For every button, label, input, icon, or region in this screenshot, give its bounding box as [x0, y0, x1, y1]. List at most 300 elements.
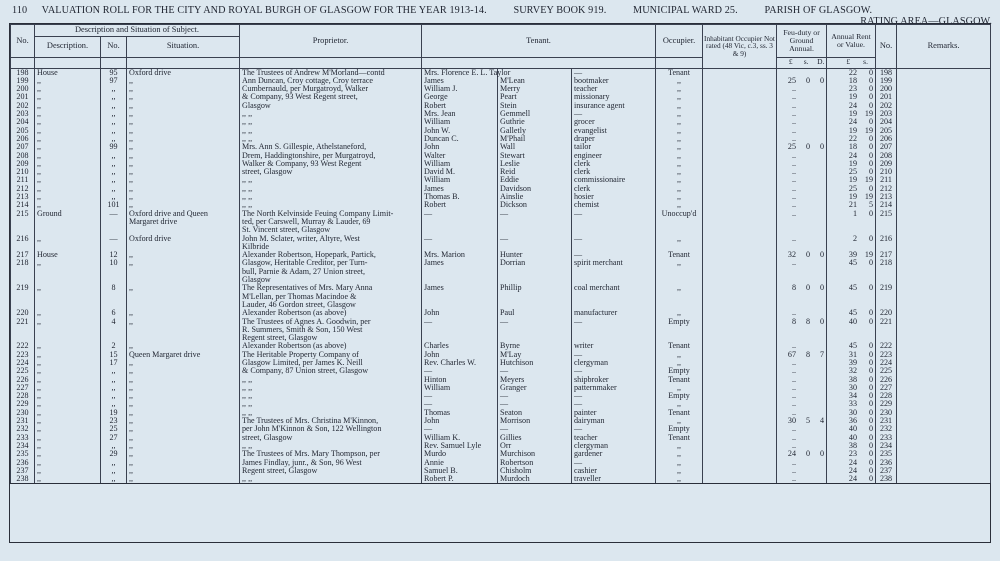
row-inhabitant — [703, 326, 777, 334]
row-tenant-occupation: chemist — [572, 201, 656, 209]
row-inhabitant — [703, 359, 777, 367]
row-proprietor: Ann Duncan, Croy cottage, Croy terrace — [240, 77, 422, 85]
row-feuduty: .. — [777, 110, 827, 118]
row-tenant-forename: — — [422, 392, 498, 400]
row-description — [35, 301, 101, 309]
row-feuduty: .. — [777, 392, 827, 400]
row-tenant-surname: Phillip — [498, 284, 572, 292]
row-feuduty: .. — [777, 367, 827, 375]
row-house-number: ,, — [101, 459, 127, 467]
row-proprietor: & Company, 93 West Regent street, — [240, 93, 422, 101]
row-remarks — [897, 309, 991, 317]
row-situation: ,, — [127, 93, 240, 101]
row-remarks — [897, 251, 991, 259]
row-occupier: ,, — [656, 193, 703, 201]
row-proprietor: per John M'Kinnon & Son, 122 Wellington — [240, 425, 422, 433]
row-house-number: — — [101, 210, 127, 218]
row-annual-value: 22 0 — [827, 135, 876, 143]
row-remarks — [897, 293, 991, 301]
row-remarks — [897, 409, 991, 417]
row-tenant-occupation: — — [572, 459, 656, 467]
row-description: House — [35, 251, 101, 259]
row-proprietor: The Trustees of Mrs. Mary Thompson, per — [240, 450, 422, 458]
row-no: 216 — [11, 235, 35, 243]
row-annual-value: 40 0 — [827, 318, 876, 326]
row-remarks — [897, 376, 991, 384]
row-proprietor: The Trustees of Andrew M'Morland—contd — [240, 68, 422, 77]
row-tenant-surname: Peart — [498, 93, 572, 101]
row-no-right: 205 — [876, 127, 897, 135]
row-tenant-surname — [498, 293, 572, 301]
row-annual-value: 25 0 — [827, 185, 876, 193]
row-annual-value — [827, 218, 876, 226]
row-situation: ,, — [127, 110, 240, 118]
row-proprietor: Kilbride — [240, 243, 422, 251]
row-tenant-forename: James — [422, 77, 498, 85]
row-tenant-surname: Leslie — [498, 160, 572, 168]
table-row — [11, 218, 991, 226]
row-tenant-surname: — — [498, 400, 572, 408]
row-annual-value: 21 5 — [827, 201, 876, 209]
row-inhabitant — [703, 135, 777, 143]
row-situation: ,, — [127, 152, 240, 160]
row-proprietor: Lauder, 46 Gordon street, Glasgow — [240, 301, 422, 309]
parish: PARISH OF GLASGOW. — [764, 5, 873, 16]
row-tenant-occupation: gardener — [572, 450, 656, 458]
row-no: 210 — [11, 168, 35, 176]
row-tenant-occupation: coal merchant — [572, 284, 656, 292]
row-occupier: ,, — [656, 467, 703, 475]
row-remarks — [897, 102, 991, 110]
row-proprietor: St. Vincent street, Glasgow — [240, 226, 422, 234]
row-proprietor: Cumbernauld, per Murgatroyd, Walker — [240, 85, 422, 93]
row-inhabitant — [703, 110, 777, 118]
row-annual-value: 24 0 — [827, 102, 876, 110]
row-situation: ,, — [127, 176, 240, 184]
row-no-right: 216 — [876, 235, 897, 243]
row-proprietor: street, Glasgow — [240, 168, 422, 176]
row-tenant-occupation: — — [572, 400, 656, 408]
row-proprietor: The Trustees of Mrs. Christina M'Kinnon, — [240, 417, 422, 425]
row-inhabitant — [703, 284, 777, 292]
row-occupier: ,, — [656, 235, 703, 243]
row-occupier: ,, — [656, 127, 703, 135]
municipal-ward: MUNICIPAL WARD 25. — [633, 5, 738, 16]
row-remarks — [897, 118, 991, 126]
row-situation: ,, — [127, 135, 240, 143]
row-tenant-forename: William — [422, 160, 498, 168]
row-description: ,, — [35, 342, 101, 350]
row-tenant-surname: — — [498, 318, 572, 326]
row-no: 212 — [11, 185, 35, 193]
row-tenant-surname: — — [498, 392, 572, 400]
row-house-number: ,, — [101, 118, 127, 126]
row-annual-value: 19 19 — [827, 176, 876, 184]
row-tenant-forename: — — [422, 318, 498, 326]
row-house-number: ,, — [101, 400, 127, 408]
row-no-right — [876, 293, 897, 301]
row-proprietor: ,, ,, — [240, 400, 422, 408]
row-tenant-forename: James — [422, 185, 498, 193]
row-proprietor: Glasgow Limited, per James K. Neill — [240, 359, 422, 367]
row-tenant-forename — [422, 268, 498, 276]
row-description: ,, — [35, 168, 101, 176]
row-tenant-forename: Rev. Charles W. — [422, 359, 498, 367]
row-annual-value: 19 19 — [827, 193, 876, 201]
row-no: 229 — [11, 400, 35, 408]
row-inhabitant — [703, 160, 777, 168]
row-situation: ,, — [127, 309, 240, 317]
row-feuduty: .. — [777, 400, 827, 408]
row-no-right: 217 — [876, 251, 897, 259]
row-no-right: 226 — [876, 376, 897, 384]
row-house-number: 101 — [101, 201, 127, 209]
row-feuduty: .. — [777, 434, 827, 442]
row-remarks — [897, 459, 991, 467]
row-feuduty: .. — [777, 135, 827, 143]
row-tenant-occupation — [572, 268, 656, 276]
row-no: 227 — [11, 384, 35, 392]
row-no-right — [876, 218, 897, 226]
row-proprietor: The North Kelvinside Feuing Company Limit- — [240, 210, 422, 218]
row-description — [35, 218, 101, 226]
row-remarks — [897, 135, 991, 143]
row-inhabitant — [703, 102, 777, 110]
annual-units: £ s. — [827, 57, 876, 68]
row-no: 224 — [11, 359, 35, 367]
row-no-right: 224 — [876, 359, 897, 367]
row-inhabitant — [703, 309, 777, 317]
row-tenant-forename: Mrs. Florence E. L. Taylor — [422, 68, 498, 77]
row-proprietor: Glasgow — [240, 276, 422, 284]
row-house-number: ,, — [101, 193, 127, 201]
row-inhabitant — [703, 475, 777, 484]
row-remarks — [897, 284, 991, 292]
row-tenant-surname: Eddie — [498, 176, 572, 184]
row-house-number: ,, — [101, 475, 127, 484]
row-situation: Oxford drive — [127, 68, 240, 77]
row-remarks — [897, 400, 991, 408]
row-situation: ,, — [127, 450, 240, 458]
row-tenant-occupation: patternmaker — [572, 384, 656, 392]
row-situation: ,, — [127, 467, 240, 475]
row-remarks — [897, 367, 991, 375]
row-tenant-forename: Samuel B. — [422, 467, 498, 475]
row-situation — [127, 301, 240, 309]
row-situation: ,, — [127, 475, 240, 484]
row-annual-value: 38 0 — [827, 442, 876, 450]
row-tenant-forename: Annie — [422, 459, 498, 467]
row-occupier: ,, — [656, 201, 703, 209]
row-tenant-occupation: draper — [572, 135, 656, 143]
row-remarks — [897, 226, 991, 234]
row-inhabitant — [703, 450, 777, 458]
row-remarks — [897, 434, 991, 442]
row-house-number — [101, 326, 127, 334]
row-no: 238 — [11, 475, 35, 484]
row-feuduty: 30 5 4 — [777, 417, 827, 425]
row-no-right: 213 — [876, 193, 897, 201]
row-tenant-surname — [498, 268, 572, 276]
row-tenant-surname: Seaton — [498, 409, 572, 417]
row-situation — [127, 334, 240, 342]
row-annual-value: 40 0 — [827, 425, 876, 433]
row-description: ,, — [35, 93, 101, 101]
row-inhabitant — [703, 417, 777, 425]
row-proprietor: ,, ,, — [240, 384, 422, 392]
row-house-number: ,, — [101, 384, 127, 392]
row-proprietor: The Representatives of Mrs. Mary Anna — [240, 284, 422, 292]
row-house-number: ,, — [101, 442, 127, 450]
row-tenant-surname: Stewart — [498, 152, 572, 160]
row-house-number: ,, — [101, 110, 127, 118]
row-annual-value: 39 0 — [827, 359, 876, 367]
row-situation: Oxford drive and Queen — [127, 210, 240, 218]
row-inhabitant — [703, 185, 777, 193]
row-proprietor: ,, ,, — [240, 135, 422, 143]
row-inhabitant — [703, 293, 777, 301]
row-remarks — [897, 425, 991, 433]
row-inhabitant — [703, 77, 777, 85]
row-occupier: ,, — [656, 359, 703, 367]
row-no-right: 215 — [876, 210, 897, 218]
row-situation: ,, — [127, 85, 240, 93]
row-tenant-surname: M'Lay — [498, 351, 572, 359]
row-description: ,, — [35, 259, 101, 267]
row-annual-value: 19 19 — [827, 110, 876, 118]
row-tenant-surname: Davidson — [498, 185, 572, 193]
row-proprietor: ,, ,, — [240, 392, 422, 400]
row-tenant-surname: Robertson — [498, 459, 572, 467]
row-tenant-occupation: writer — [572, 342, 656, 350]
row-proprietor: James Findlay, junr., & Son, 96 West — [240, 459, 422, 467]
row-tenant-forename: William — [422, 176, 498, 184]
row-remarks — [897, 160, 991, 168]
row-tenant-occupation: manufacturer — [572, 309, 656, 317]
row-no-right: 218 — [876, 259, 897, 267]
row-tenant-occupation: — — [572, 367, 656, 375]
row-tenant-surname: Reid — [498, 168, 572, 176]
row-inhabitant — [703, 425, 777, 433]
row-description — [35, 226, 101, 234]
row-proprietor: & Company, 87 Union street, Glasgow — [240, 367, 422, 375]
row-tenant-surname: Merry — [498, 85, 572, 93]
row-feuduty: .. — [777, 118, 827, 126]
row-tenant-surname: Wall — [498, 143, 572, 151]
row-tenant-occupation: dairyman — [572, 417, 656, 425]
row-inhabitant — [703, 276, 777, 284]
row-description — [35, 268, 101, 276]
row-no — [11, 268, 35, 276]
col-proprietor: Proprietor. — [240, 25, 422, 58]
row-description: ,, — [35, 284, 101, 292]
row-description: ,, — [35, 318, 101, 326]
row-annual-value: 30 0 — [827, 384, 876, 392]
row-remarks — [897, 392, 991, 400]
col-number: No. — [101, 36, 127, 57]
row-feuduty — [777, 293, 827, 301]
row-inhabitant — [703, 218, 777, 226]
row-remarks — [897, 127, 991, 135]
row-tenant-surname: Morrison — [498, 417, 572, 425]
row-inhabitant — [703, 259, 777, 267]
row-proprietor: Alexander Robertson (as above) — [240, 342, 422, 350]
row-inhabitant — [703, 243, 777, 251]
row-no-right: 212 — [876, 185, 897, 193]
row-house-number: 27 — [101, 434, 127, 442]
row-occupier: ,, — [656, 284, 703, 292]
row-tenant-forename: Walter — [422, 152, 498, 160]
row-house-number: 2 — [101, 342, 127, 350]
row-description: Ground — [35, 210, 101, 218]
row-remarks — [897, 318, 991, 326]
row-feuduty: .. — [777, 93, 827, 101]
row-feuduty: .. — [777, 85, 827, 93]
row-proprietor: ted, per Carswell, Murray & Lauder, 69 — [240, 218, 422, 226]
row-inhabitant — [703, 152, 777, 160]
row-no-right: 206 — [876, 135, 897, 143]
row-no-right: 204 — [876, 118, 897, 126]
row-remarks — [897, 334, 991, 342]
row-situation: Margaret drive — [127, 218, 240, 226]
row-occupier: Tenant — [656, 342, 703, 350]
col-no: No. — [11, 25, 35, 58]
row-tenant-surname: Paul — [498, 309, 572, 317]
row-no: 202 — [11, 102, 35, 110]
row-no-right: 219 — [876, 284, 897, 292]
row-annual-value: 19 19 — [827, 127, 876, 135]
row-remarks — [897, 176, 991, 184]
row-tenant-occupation: — — [572, 110, 656, 118]
table-row — [11, 318, 991, 326]
row-situation: ,, — [127, 376, 240, 384]
row-description: ,, — [35, 434, 101, 442]
row-description: ,, — [35, 143, 101, 151]
row-no: 208 — [11, 152, 35, 160]
row-no-right: 235 — [876, 450, 897, 458]
row-feuduty — [777, 268, 827, 276]
row-house-number — [101, 293, 127, 301]
table-row — [11, 475, 991, 484]
row-occupier: Empty — [656, 367, 703, 375]
row-house-number: ,, — [101, 160, 127, 168]
row-house-number: 99 — [101, 143, 127, 151]
row-feuduty: .. — [777, 210, 827, 218]
row-house-number: ,, — [101, 367, 127, 375]
row-tenant-occupation: hosier — [572, 193, 656, 201]
row-inhabitant — [703, 367, 777, 375]
row-house-number: ,, — [101, 85, 127, 93]
row-no: 201 — [11, 93, 35, 101]
row-situation: ,, — [127, 417, 240, 425]
row-proprietor: ,, ,, — [240, 475, 422, 484]
row-occupier: Tenant — [656, 251, 703, 259]
row-no: 222 — [11, 342, 35, 350]
row-tenant-occupation: — — [572, 392, 656, 400]
row-house-number: ,, — [101, 135, 127, 143]
row-description: ,, — [35, 152, 101, 160]
row-tenant-forename: William — [422, 118, 498, 126]
row-no: 235 — [11, 450, 35, 458]
row-feuduty — [777, 218, 827, 226]
row-tenant-occupation: — — [572, 425, 656, 433]
row-no: 231 — [11, 417, 35, 425]
row-tenant-forename: Thomas B. — [422, 193, 498, 201]
row-tenant-occupation — [572, 218, 656, 226]
row-no-right: 228 — [876, 392, 897, 400]
page-number: 110 — [12, 5, 28, 16]
row-tenant-occupation: traveller — [572, 475, 656, 484]
row-house-number: 8 — [101, 284, 127, 292]
row-situation: ,, — [127, 367, 240, 375]
row-no: 214 — [11, 201, 35, 209]
row-description: ,, — [35, 110, 101, 118]
row-proprietor: Alexander Robertson, Hopepark, Partick, — [240, 251, 422, 259]
row-occupier: ,, — [656, 185, 703, 193]
row-tenant-occupation: insurance agent — [572, 102, 656, 110]
row-tenant-forename: Murdo — [422, 450, 498, 458]
row-occupier: ,, — [656, 475, 703, 484]
row-no-right: 225 — [876, 367, 897, 375]
row-tenant-surname: — — [498, 425, 572, 433]
row-no: 232 — [11, 425, 35, 433]
row-no: 218 — [11, 259, 35, 267]
col-desc-group: Description and Situation of Subject. — [35, 25, 240, 37]
row-description: ,, — [35, 459, 101, 467]
row-inhabitant — [703, 409, 777, 417]
row-tenant-forename: — — [422, 210, 498, 218]
feuduty-units: £ s. D. — [777, 57, 827, 68]
row-annual-value — [827, 326, 876, 334]
row-proprietor: Walker & Company, 93 West Regent — [240, 160, 422, 168]
row-no-right — [876, 326, 897, 334]
row-feuduty — [777, 301, 827, 309]
row-tenant-surname — [498, 326, 572, 334]
row-no: 233 — [11, 434, 35, 442]
row-no-right: 211 — [876, 176, 897, 184]
row-inhabitant — [703, 143, 777, 151]
row-tenant-occupation: shipbroker — [572, 376, 656, 384]
row-no-right: 227 — [876, 384, 897, 392]
col-occupier: Occupier. — [656, 25, 703, 58]
row-proprietor: R. Summers, Smith & Son, 150 West — [240, 326, 422, 334]
row-remarks — [897, 77, 991, 85]
row-house-number: ,, — [101, 467, 127, 475]
row-tenant-forename: Robert — [422, 102, 498, 110]
row-annual-value: 31 0 — [827, 351, 876, 359]
row-tenant-surname — [498, 218, 572, 226]
row-description: ,, — [35, 160, 101, 168]
row-remarks — [897, 243, 991, 251]
row-feuduty: .. — [777, 127, 827, 135]
row-no: 226 — [11, 376, 35, 384]
row-inhabitant — [703, 301, 777, 309]
row-tenant-occupation: commissionaire — [572, 176, 656, 184]
row-no-right: 231 — [876, 417, 897, 425]
row-tenant-surname: Byrne — [498, 342, 572, 350]
row-tenant-surname — [498, 226, 572, 234]
row-description: House — [35, 68, 101, 77]
row-no-right: 208 — [876, 152, 897, 160]
row-no-right: 199 — [876, 77, 897, 85]
row-tenant-surname: — — [498, 210, 572, 218]
row-situation: ,, — [127, 425, 240, 433]
row-tenant-forename: — — [422, 367, 498, 375]
row-remarks — [897, 168, 991, 176]
row-house-number: 29 — [101, 450, 127, 458]
row-tenant-occupation — [572, 226, 656, 234]
row-tenant-occupation: — — [572, 68, 656, 77]
